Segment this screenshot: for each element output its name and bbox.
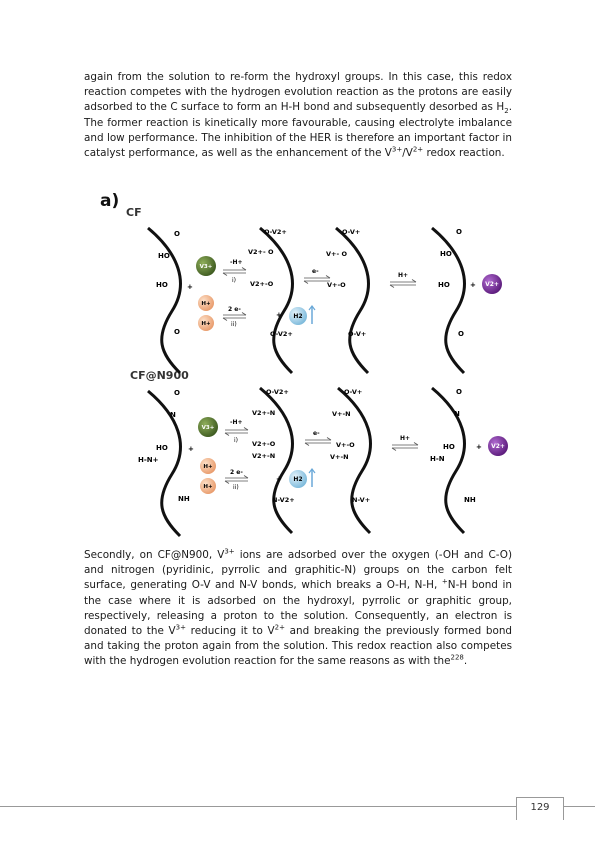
label: H+ xyxy=(400,435,411,442)
label: HO xyxy=(158,252,170,260)
footer-rule-left xyxy=(0,806,516,807)
label: V+-N xyxy=(330,453,349,461)
label: -H+ xyxy=(230,259,243,266)
carbon-fiber-1 xyxy=(148,228,180,373)
label: + xyxy=(187,283,193,291)
v2-ion-label: V2+ xyxy=(491,443,505,450)
label: H+ xyxy=(203,484,213,490)
label: V2+-O xyxy=(250,280,274,288)
label: HO xyxy=(156,444,168,452)
label: N xyxy=(170,411,176,419)
label: V+-O xyxy=(327,281,346,289)
label: H2 xyxy=(293,476,303,483)
label: O-V+ xyxy=(344,388,363,396)
label: V+-N xyxy=(332,410,351,418)
label: + xyxy=(276,311,282,319)
label: HO xyxy=(440,250,452,258)
cf-row xyxy=(148,228,502,373)
paragraph-1: again from the solution to re-form the hydroxyl groups. In this case, this redox reaction competes with the hydrogen evolution reaction as the protons are easily adsorbed to the C surface to form an H-H bond and subsequently desorbed as $H_2$. The former reaction is kinetically more favourable, causing electrolyte imbalance and low performance. The inhibition of the HER is therefore an important factor in catalyst performance, as well as the enhancement of the $V^{3+}/V^{2+}$ redox reaction. xyxy=(84,71,512,160)
label: O-V2+ xyxy=(266,388,289,396)
label: V+-O xyxy=(336,441,355,449)
label: -H+ xyxy=(230,419,243,426)
cf-label: CF xyxy=(126,206,142,219)
label: + xyxy=(276,475,282,483)
label: i) xyxy=(232,277,237,284)
footer-rule-right xyxy=(563,806,595,807)
label: O xyxy=(456,228,462,236)
panel-label: a) xyxy=(100,191,120,211)
cf-n900-label: CF@N900 xyxy=(130,369,189,382)
label: N-V2+ xyxy=(272,496,295,504)
label: O xyxy=(456,388,462,396)
label: O xyxy=(174,389,180,397)
paragraph-2: Secondly, on CF@N900, $V^{3+}$ ions are adsorbed over the oxygen (-OH and C-O) and nitrogen (pyridinic, pyrrolic and graphitic-N) groups on the carbon felt surface, generating O-V and N-V bonds, which breaks a O-H, N-H, +N-H bond in the case where it is adsorbed on the hydroxyl, pyrrolic or graphitic group, respectively, releasing a proton to the solution. Consequently, an electron is donated to the $V^{3+}$ reducing it to $V^{2+}$ and breaking the previously formed bond and taking the proton again from the solution. This redox reaction also competes with the hydrogen evolution reaction for the same reasons as with the$^{228}$. xyxy=(84,547,513,668)
label: e- xyxy=(312,268,319,275)
label: HO xyxy=(438,281,450,289)
label: HO xyxy=(443,443,455,451)
label: O-V2+ xyxy=(270,330,293,338)
label: V2+-O xyxy=(252,440,276,448)
label: i) xyxy=(234,437,239,444)
label: H+ xyxy=(201,301,211,307)
v3-ion-label: V3+ xyxy=(199,264,213,270)
label: O-V+ xyxy=(348,330,367,338)
label: + xyxy=(470,281,476,289)
label: e- xyxy=(313,430,320,437)
label: H2 xyxy=(293,313,303,320)
label: O-V+ xyxy=(342,228,361,236)
label: 2 e- xyxy=(228,306,241,313)
label: O xyxy=(174,328,180,336)
label: O xyxy=(458,330,464,338)
label: ii) xyxy=(231,321,237,328)
label: O-V2+ xyxy=(264,228,287,236)
label: 2 e- xyxy=(230,469,243,476)
cf-n900-row xyxy=(138,388,508,536)
label: H+ xyxy=(201,321,211,327)
reaction-mechanism-figure xyxy=(80,178,520,538)
label: ii) xyxy=(233,484,239,491)
page-number: 129 xyxy=(516,797,564,820)
label: HO xyxy=(156,281,168,289)
label: V+- O xyxy=(326,250,347,258)
label: N-V+ xyxy=(352,496,371,504)
label: + xyxy=(476,443,482,451)
label: O xyxy=(174,230,180,238)
label: + xyxy=(188,445,194,453)
label: V2+-N xyxy=(252,409,276,417)
label: H+ xyxy=(203,464,213,470)
v2-ion-label: V2+ xyxy=(485,281,499,288)
label: V2+- O xyxy=(248,248,274,256)
label: N xyxy=(454,410,460,418)
label: NH xyxy=(178,495,190,503)
v3-ion-label: V3+ xyxy=(201,425,215,431)
label: H-N+ xyxy=(138,456,159,464)
label: H-N xyxy=(430,455,445,463)
label: H+ xyxy=(398,272,409,279)
label: V2+-N xyxy=(252,452,276,460)
label: NH xyxy=(464,496,476,504)
